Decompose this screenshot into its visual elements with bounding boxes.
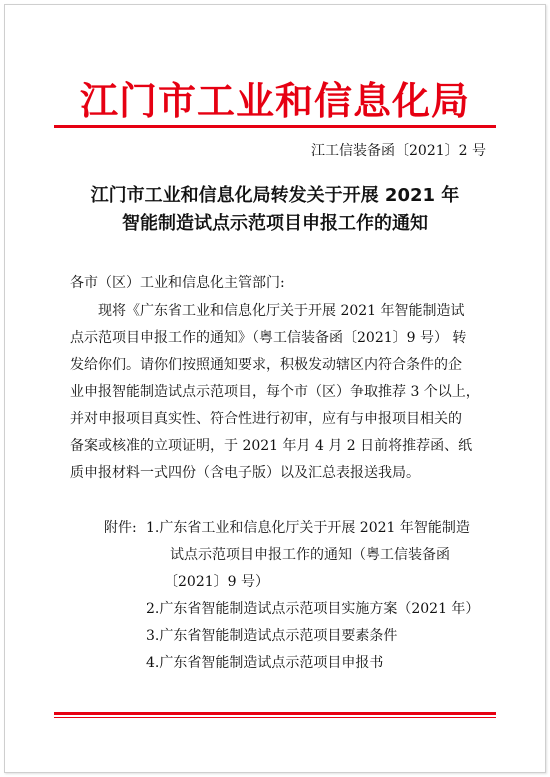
body-line: 备案或核准的立项证明，于 2021 年月 4 月 2 日前将推荐函、纸	[70, 438, 473, 454]
title-line-2: 智能制造试点示范项目申报工作的通知	[122, 213, 428, 234]
body-line: 业申报智能制造试点示范项目，每个市（区）争取推荐 3 个以上，	[70, 384, 480, 400]
body-line: 质申报材料一式四份（含电子版）以及汇总表报送我局。	[70, 465, 420, 481]
title-line-1: 江门市工业和信息化局转发关于开展 2021 年	[90, 185, 460, 206]
body-line: 发给你们。请你们按照通知要求，积极发动辖区内符合条件的企	[70, 357, 462, 373]
footer-red-rule-thin	[54, 717, 496, 718]
footer-red-rule	[54, 712, 496, 715]
body-line: 并对申报项目真实性、符合性进行初审，应有与申报项目相关的	[70, 411, 462, 427]
attachment-item-1-cont: 试点示范项目申报工作的通知（粤工信装备函	[170, 547, 450, 563]
body-line: 现将《广东省工业和信息化厅关于开展 2021 年智能制造试	[70, 303, 465, 319]
salutation: 各市（区）工业和信息化主管部门:	[70, 275, 285, 291]
attachment-item-1-cont: 〔2021〕9 号）	[164, 574, 269, 590]
document-title	[0, 182, 550, 238]
body-paragraph	[70, 298, 490, 487]
attachments-label: 附件:	[104, 520, 137, 536]
agency-letterhead: 江门市工业和信息化局	[79, 78, 470, 123]
attachment-item-1: 1.广东省工业和信息化厅关于开展 2021 年智能制造	[146, 520, 470, 536]
document-number: 江工信装备函〔2021〕2 号	[311, 143, 486, 159]
attachment-item-2: 2.广东省智能制造试点示范项目实施方案（2021 年）	[146, 601, 480, 617]
attachment-item-3: 3.广东省智能制造试点示范项目要素条件	[146, 628, 398, 644]
attachment-item-4: 4.广东省智能制造试点示范项目申报书	[146, 655, 384, 671]
header-red-rule	[54, 125, 496, 128]
body-line: 点示范项目申报工作的通知》（粤工信装备函〔2021〕9 号） 转	[70, 330, 467, 346]
